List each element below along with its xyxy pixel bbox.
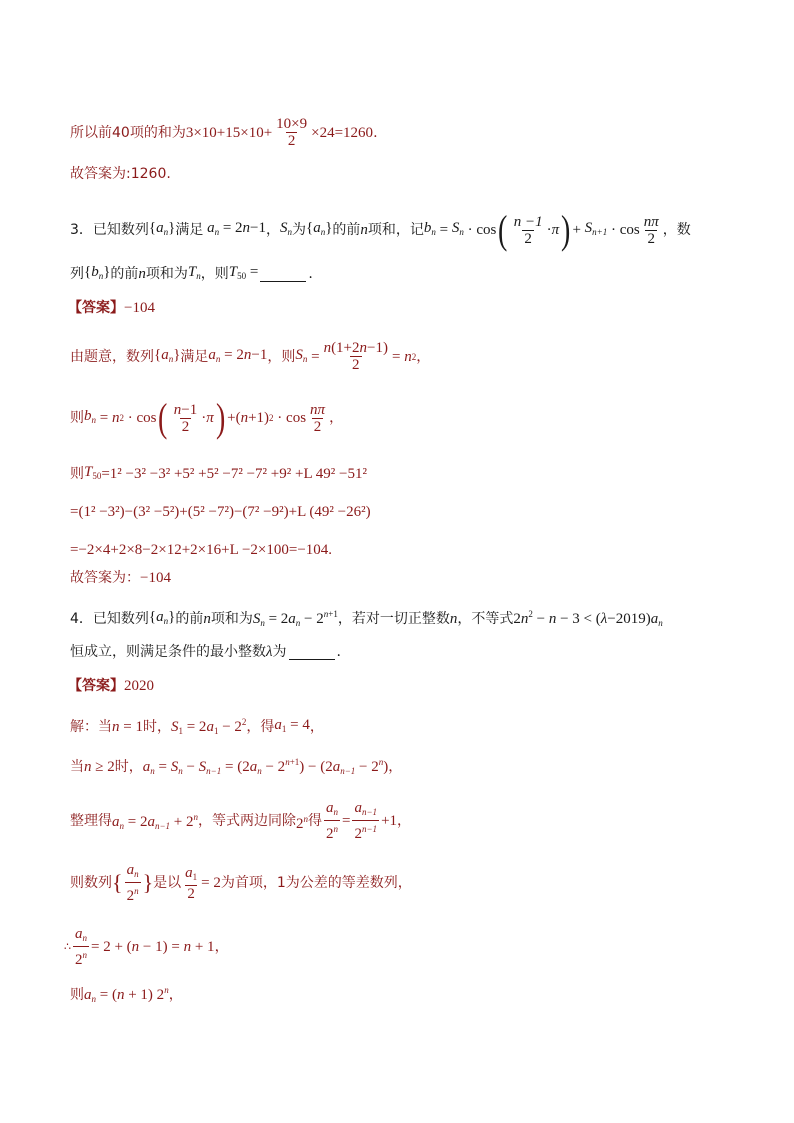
- q3-statement-line-2: [70, 262, 313, 286]
- formula-a-n: $a_n = 2n-1$: [208, 346, 268, 364]
- answer-tag: 【答案】: [68, 300, 124, 316]
- solution-text: 时，: [142, 718, 171, 735]
- answer-blank[interactable]: [289, 645, 335, 660]
- q4-text: 为: [272, 644, 287, 660]
- condition-n-1: n = 1: [112, 718, 143, 735]
- q3-answer: [68, 298, 155, 318]
- solution-text: ，等式两边同除: [198, 813, 297, 829]
- t50-result: =−2×4+2×8−2×12+2×16+L −2×100=−104.: [70, 542, 333, 558]
- answer-value: −104: [124, 300, 155, 316]
- period: .: [308, 266, 313, 282]
- t50-prefix: $T_{50}$: [84, 464, 102, 481]
- therefore-icon: ∴: [64, 941, 71, 953]
- q4-solution-line-2: [70, 752, 402, 781]
- fraction-numerator: 10×9: [276, 116, 308, 132]
- solution-text: 满足: [180, 348, 209, 365]
- q4-solution-line-3: [70, 800, 411, 842]
- first-term: $\frac{a_1}{2}$ = 2: [185, 864, 221, 902]
- q4-text: ，不等式: [457, 610, 514, 627]
- q4-solution-line-5: [64, 926, 229, 968]
- q4-text: 恒成立，则满足条件的最小整数: [70, 644, 266, 660]
- solution-text: 则: [70, 466, 84, 482]
- period: .: [336, 644, 341, 660]
- solution-text: 时，: [114, 758, 143, 775]
- q4-text: 的前: [175, 610, 204, 627]
- solution-text: 为首项，1为公差的等差数列，: [220, 875, 412, 891]
- sum-expr: 3×10+15×10+: [185, 124, 273, 141]
- solution-text: 由题意，数列: [70, 348, 154, 365]
- formula-s1: $S_1 = 2a_1 - 2^2$: [170, 717, 247, 736]
- fraction-denominator: 2: [287, 133, 296, 149]
- formula-b-n-expanded: $b_n$ = n 2 · cos ( $\frac{n-1}{2}$ · π ) +( n +1) 2 · cos $\frac{n\pi}{2}$: [84, 395, 326, 440]
- solution-text: ，: [309, 718, 324, 735]
- q3-text: ，则: [200, 266, 229, 282]
- set-b-n: $\{b_n\}$: [84, 264, 111, 281]
- divisor-2n: 2$^n$: [296, 813, 309, 832]
- q3-solution-line-4: [70, 502, 371, 522]
- formula-b-n: $b_n$ = $S_n$ · cos ( $\frac{n -1}{2}$ · π ) + $S_{n+1}$ · cos $\frac{n\pi}{2}$: [423, 207, 659, 252]
- solution-text: 解：当: [70, 718, 112, 735]
- answer-line-1260: [70, 164, 171, 184]
- q3-text: 列: [70, 266, 84, 282]
- sum-text: 所以前40项的和为: [70, 124, 186, 141]
- q3-statement-line-1: [70, 207, 691, 252]
- q4-statement-line-1: [70, 604, 663, 633]
- sum-line: [70, 116, 378, 149]
- q3-text: 的前: [332, 222, 361, 238]
- q4-solution-line-1: [70, 712, 324, 741]
- answer-blank[interactable]: [260, 267, 306, 282]
- solution-text: 得: [308, 813, 323, 829]
- solution-text: ，: [168, 986, 183, 1003]
- q4-solution-line-6: [70, 980, 183, 1009]
- q3-text: 3．已知数列: [70, 222, 149, 238]
- solution-text: 整理得: [70, 813, 112, 829]
- formula-a-n: $a_n = 2n-1$: [203, 220, 267, 237]
- solution-text: 则: [70, 410, 84, 426]
- sum-fraction: [274, 116, 309, 149]
- q4-text: ，若对一切正整数: [337, 610, 450, 627]
- formula-s-n-q4: $S_n = 2a_n - 2^{n+1}$: [252, 609, 338, 628]
- solution-text: ，: [214, 939, 229, 955]
- result-a1: $a_1 = 4$: [274, 716, 310, 734]
- set-a-n: $\{a_n\}$: [148, 220, 176, 237]
- q3-final-answer: [70, 568, 171, 588]
- q3-text: 为: [292, 222, 307, 238]
- q3-solution-line-5: [70, 540, 332, 560]
- q4-solution-line-4: [70, 862, 412, 904]
- sum-tail: ×24=1260: [311, 124, 374, 141]
- solution-text: ，: [329, 410, 344, 426]
- general-term-ratio: $\frac{a_n}{2^n}$ = 2 + ( n − 1) = n + 1: [75, 926, 215, 968]
- symbol-n: n: [203, 610, 211, 627]
- answer-text: 故答案为:1260.: [70, 166, 171, 182]
- solution-text: 则: [70, 986, 84, 1003]
- condition-n-ge-2: n ≥ 2: [84, 758, 115, 775]
- solution-text: 当: [70, 758, 84, 775]
- set-a-n-over-2n: { $\frac{a_n}{2^n}$ }: [112, 862, 154, 904]
- set-a-n: $\{a_n\}$: [148, 608, 176, 626]
- set-a-n: $\{a_n\}$: [306, 220, 333, 237]
- q3-solution-line-2: [70, 395, 344, 440]
- q3-text: 项和，记: [367, 222, 424, 238]
- solution-text: 是以: [153, 875, 182, 891]
- q3-text: ，数: [662, 222, 691, 238]
- answer-value: 2020: [124, 678, 154, 694]
- solution-text: ，则: [267, 348, 296, 365]
- q3-solution-line-3: [70, 462, 367, 486]
- solution-text: 则数列: [70, 875, 112, 891]
- solution-text: ，: [397, 813, 412, 829]
- symbol-n: n: [138, 266, 146, 282]
- q3-text: 项和为: [145, 266, 188, 282]
- symbol-t-n: $T_n$: [187, 264, 201, 281]
- final-answer-value: −104: [140, 570, 171, 586]
- solution-text: ，: [388, 758, 403, 775]
- solution-text: ，得: [246, 718, 275, 735]
- answer-tag: 【答案】: [68, 678, 124, 694]
- q4-statement-line-2: [70, 642, 341, 662]
- solution-text: ，: [416, 348, 431, 365]
- formula-s-n: $S_n$ = $\frac{n(1+2n-1)}{2}$ = n 2: [295, 340, 417, 373]
- t50-grouping: =(1² −3²)−(3² −5²)+(5² −7²)−(7² −9²)+L (49² −26²): [70, 504, 371, 520]
- symbol-n: n: [449, 610, 458, 627]
- inequality: $2n^2 - n - 3 < (\lambda-2019)a_n$: [513, 609, 663, 628]
- symbol-lambda: λ: [266, 644, 273, 660]
- q3-text: 满足: [175, 222, 204, 238]
- final-answer-label: 故答案为：: [70, 570, 140, 586]
- normalized-recurrence: $\frac{a_n}{2^n}$ = $\frac{a_{n-1}}{2^{n-1}}$ +1: [326, 800, 398, 842]
- formula-a-n-diff: $a_n = S_n - S_{n-1} = (2a_n - 2^{n+1}) - (2a_{n-1} - 2^n)$: [142, 757, 389, 776]
- q3-text: 的前: [110, 266, 139, 282]
- q3-solution-line-1: [70, 340, 430, 373]
- q4-text: 项和为: [210, 610, 253, 627]
- set-a-n: $\{a_n\}$: [154, 346, 181, 364]
- recurrence: $a_n = 2a_{n-1} + 2^n$: [112, 811, 199, 831]
- general-term: $a_n = (n + 1)$ 2$^n$: [84, 985, 169, 1004]
- q4-answer: [68, 676, 154, 696]
- q3-text: ，: [266, 222, 281, 238]
- t50-expansion: =1² −3² −3² +5² +5² −7² −7² +9² +L 49² −51²: [101, 466, 368, 482]
- symbol-n: n: [360, 222, 368, 238]
- symbol-s-n: $S_n$: [280, 220, 293, 237]
- symbol-t-50: $T_{50}$ =: [228, 264, 259, 281]
- q4-text: 4．已知数列: [70, 610, 149, 627]
- period: .: [373, 124, 378, 141]
